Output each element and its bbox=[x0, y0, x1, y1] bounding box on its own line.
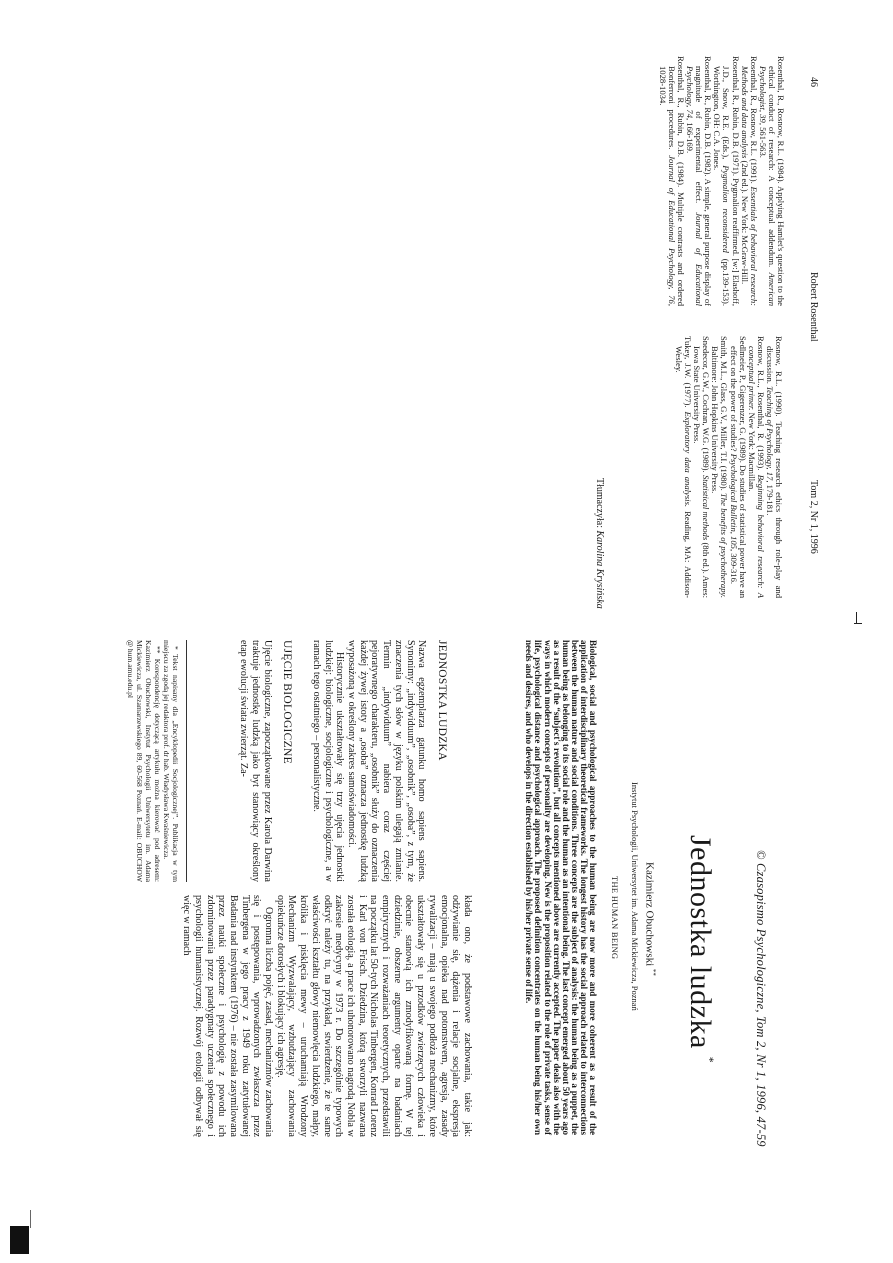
section-heading: UJĘCIE BIOLOGICZNE bbox=[281, 640, 294, 764]
reference-item bbox=[765, 336, 783, 598]
reference-text: Smith, M.L., Glass, G.V., Miller, T.I. (1980). bbox=[719, 336, 730, 494]
reference-item bbox=[674, 336, 692, 598]
reference-item bbox=[758, 56, 785, 306]
affiliation: Instytut Psychologii, Uniwersytet im. Adama Mickiewicza, Poznań bbox=[630, 782, 640, 1011]
reference-source: Essentials of behavioral research: Methods and data analysis bbox=[739, 66, 759, 306]
references-column-2 bbox=[674, 336, 783, 598]
reference-text: Snedecor, G.W., Cochran, W.G. (1989). bbox=[701, 336, 712, 475]
paragraph: Nazwa egzemplarza gatunku homo sapiens sapiens. Synonimy: „indywiduum”, „osobnik”, „osoba”, z tym, że znaczenia tych słów w języku polskim ulegają zmianie. Termin „indywiduum” nabiera coraz częściej pejoratywnego charakteru, „osobnik” służy do oznaczenia każdej żywej istoty a „osoba” oznacza jednostkę ludzką wyposażoną w określony zakres samoświadomości. bbox=[346, 640, 428, 882]
footnotes bbox=[126, 640, 179, 882]
author-footnote-mark: ** bbox=[649, 968, 657, 976]
reference-source: Teaching of Psychology, 17 bbox=[764, 386, 775, 481]
reference-text: , 309-316. bbox=[728, 548, 739, 585]
scan-marker-line bbox=[30, 1210, 31, 1228]
section-heading: JEDNOSTKA LUDZKA bbox=[436, 640, 448, 761]
journal-header: © Czasopismo Psychologiczne, Tom 2, Nr 1, 1996, 47-59 bbox=[754, 850, 768, 1147]
english-title: THE HUMAN BEING bbox=[610, 876, 620, 960]
reference-source: American Psychologist, 39 bbox=[757, 66, 777, 306]
paragraph: kłada ono, że podstawowe zachowania, takie jak: odżywianie się, dążenia i relacje socjalne, ekspresja emocjonalna, opieka nad potomstwem, agresja, zasady rywalizacji – mają u swojego podłoża mechanizmy, które ukształtowały się u przodków zwierzęcych człowieka i obecnie stanowią ich zmodyfikowaną formę. W tej dziedzinie, obszerne argumenty oparte na badaniach empirycznych i rozważaniach teoretycznych, przedstawili na początku lat 50-tych Nicholas Tinbergen, Konrad Lorenz i Karl von Frisch. Dziedzina, którą stworzyli nazwana została etologią, a prace ich uhonorowano nagrodą Nobla w zakresie medycyny w 1973 r. Do szczególnie typowych odkryć należy tu, na przykład, stwierdzenie, że te same właściwości kształtu głowy niemowlęcia ludzkiego, małpy, królika i pisklęcia mewy – uruchamiają Wrodzony Mechanizm Wyzwalający, wzbudzający zachowania opiekuńcze dorosłych i blokujący ich agresję. bbox=[274, 895, 473, 1137]
title-text: Jednostka ludzka bbox=[684, 835, 717, 1049]
translator-credit bbox=[594, 478, 605, 609]
reference-text: Tukey, J.W. (1977). bbox=[683, 336, 694, 412]
reference-item bbox=[712, 56, 739, 306]
reference-text: Rosnow, R.L. (1990). Teaching research ethics through role-play and discussion. bbox=[764, 336, 784, 598]
reference-text: , 166-169. bbox=[685, 118, 696, 154]
reference-text: Baltimore: John Hopkins University Press. bbox=[710, 346, 721, 494]
reference-source: Statistical methods bbox=[701, 474, 712, 541]
references-column-1 bbox=[658, 56, 785, 306]
reference-source: Pygmalion reconsidered bbox=[721, 165, 732, 253]
running-head: Robert Rosenthal bbox=[808, 272, 819, 342]
reference-text: (8th ed.). Ames: Iowa State University Press. bbox=[692, 346, 712, 598]
author-name: Kazimierz Obuchowski bbox=[643, 862, 656, 967]
article-title bbox=[683, 835, 717, 1063]
reference-item bbox=[692, 336, 710, 598]
footnote-separator bbox=[186, 640, 187, 882]
paragraph: Historycznie ukształtowały się trzy ujęcia jednostki ludzkiej: biologiczne, socjologiczne i psychologiczne, a w ramach tego ostatniego – personalistyczne. bbox=[310, 640, 346, 882]
author bbox=[643, 862, 657, 976]
reference-text: Sedlmeier, P., Gigerenzer, G. (1989). Do studies of statistical power have an effect on the power of studies? bbox=[728, 336, 748, 598]
reference-text: New York: Macmillan. bbox=[746, 410, 757, 492]
reference-item bbox=[728, 336, 746, 598]
reference-source: Journal of Educational Psychology, 76 bbox=[666, 155, 677, 304]
translator-name: Karolina Krysińska bbox=[594, 530, 605, 609]
paragraph: Ogromna liczba pojęć, zasad, mechanizmów zachowania się i postępowania, wprowadzonych zwłaszcza przez Tinbergena w jego pracy z 1949 roku zatytułowanej Badania nad instynktem (1976) – nie została zasymilowana przez nauki społeczne i psychologię z powodu ich zdominowania przez paradygmaty uczenia społecznego i psychologii humanistycznej. Rozwój etologii odbywał się więc w ramach bbox=[181, 895, 275, 1137]
paragraph: Ujęcie biologiczne, zapoczątkowane przez Karola Darwina traktuje jednostkę ludzką jako byt stanowiący określony etap ewolucji świata zwierząt. Za- bbox=[238, 640, 273, 882]
reference-text: Rosenthal, R., Rubin, D.B. (1971). Pygmalion reaffirmed. [w:] Elashoff, J.D., Snow, R.E. (Eds.), bbox=[721, 56, 741, 306]
scan-marker-block bbox=[10, 1226, 29, 1254]
page-number: 46 bbox=[808, 77, 819, 87]
reference-text: (2nd ed.). New York: McGraw-Hill. bbox=[739, 158, 750, 285]
reference-text: Rosenthal, R., Rubin, D.B. (1984). Multiple contrasts and ordered Bonferroni procedures. bbox=[666, 56, 686, 306]
reference-item bbox=[685, 56, 712, 306]
reference-source: The benefits of psychotherapy. bbox=[719, 493, 730, 599]
reference-text: Rosenthal, R., Rosnow, R.L. (1991). bbox=[748, 56, 759, 187]
footnote: * Tekst napisany dla „Encyklopedii Socjologicznej”. Publikacja w tym miejscu za zgodą jej redaktora prof. dr hab. Władysława Kwaśniewicza. bbox=[162, 640, 180, 882]
translator-label: Tłumaczyła: bbox=[594, 478, 605, 531]
body-column-2 bbox=[180, 895, 473, 1137]
reference-source: Journal of Educational Psychology, 74 bbox=[685, 66, 705, 306]
reference-text: Rosnow, R.L., Rosenthal, R. (1993). bbox=[755, 336, 766, 475]
reference-item bbox=[710, 336, 728, 598]
reference-text: , 561-563. bbox=[757, 122, 768, 158]
body-column-1 bbox=[237, 640, 447, 882]
reference-source: Psychological Bulletin, 105 bbox=[728, 453, 739, 549]
reference-text: (pp.139-153). Worthington, OH: C.A. Jones. bbox=[712, 66, 732, 307]
reference-item bbox=[658, 56, 685, 306]
crop-mark bbox=[854, 623, 862, 624]
reference-source: Exploratory data analysis. bbox=[683, 411, 694, 508]
reference-text: Reading, MA: Addison-Wesley. bbox=[673, 346, 694, 598]
reference-source: Beginning behavioral research: A conceptual primer. bbox=[746, 346, 766, 598]
reference-text: , 1028-1034. bbox=[657, 66, 677, 306]
abstract: Biological, social and psychological approaches to the human being are now more and more coherent as a result of the application of interdisciplinary theoretical frameworks. The longest history has the social approach related to interconnections between the human nature and social conditions. Three concepts are the subject of analysis: the human being as a puppet, the human being as belonging to its social role and the human as an intentional being. The last concept emerged about 50 years ago as a result of the “subject's revolution”, but all concepts mentioned above are currently accepted. The paper deals also with the ways in which modern concepts of personality are developing. New is the proposition related to the role of private tasks, sense of life, psychological distance and psychological approach. The proposed definition concentrates on the human being his/her own needs and desires, and who develops in the direction established by his/her private sense of life. bbox=[524, 640, 598, 1135]
title-footnote-mark: * bbox=[703, 1056, 717, 1064]
reference-text: , 179-181. bbox=[764, 480, 775, 516]
footnote: ** Korespondencję dotyczącą artykułu można kierować pod adresem: Kazimierz Obuchowski, Instytut Psychologii Uniwersytetu im. Adama Mickiewicza, ul. Szamarzewskiego 89, 60-568 Poznań. E-mail: OBUCHOW @ hum.amu.edu.pl bbox=[126, 640, 163, 882]
reference-text: Rosenthal, R., Rubin, D.B. (1982). A simple, general purpose display of magnitude of experimental effect. bbox=[694, 56, 714, 306]
reference-item bbox=[740, 56, 758, 306]
issue-info: Tom 2, Nr 1, 1996 bbox=[808, 480, 819, 554]
reference-text: Rosenthal, R., Rosnow, R.L. (1984). Applying Hamlet's question to the ethical conduct of research: A conceptual addendum. bbox=[766, 56, 786, 306]
reference-item bbox=[747, 336, 765, 598]
